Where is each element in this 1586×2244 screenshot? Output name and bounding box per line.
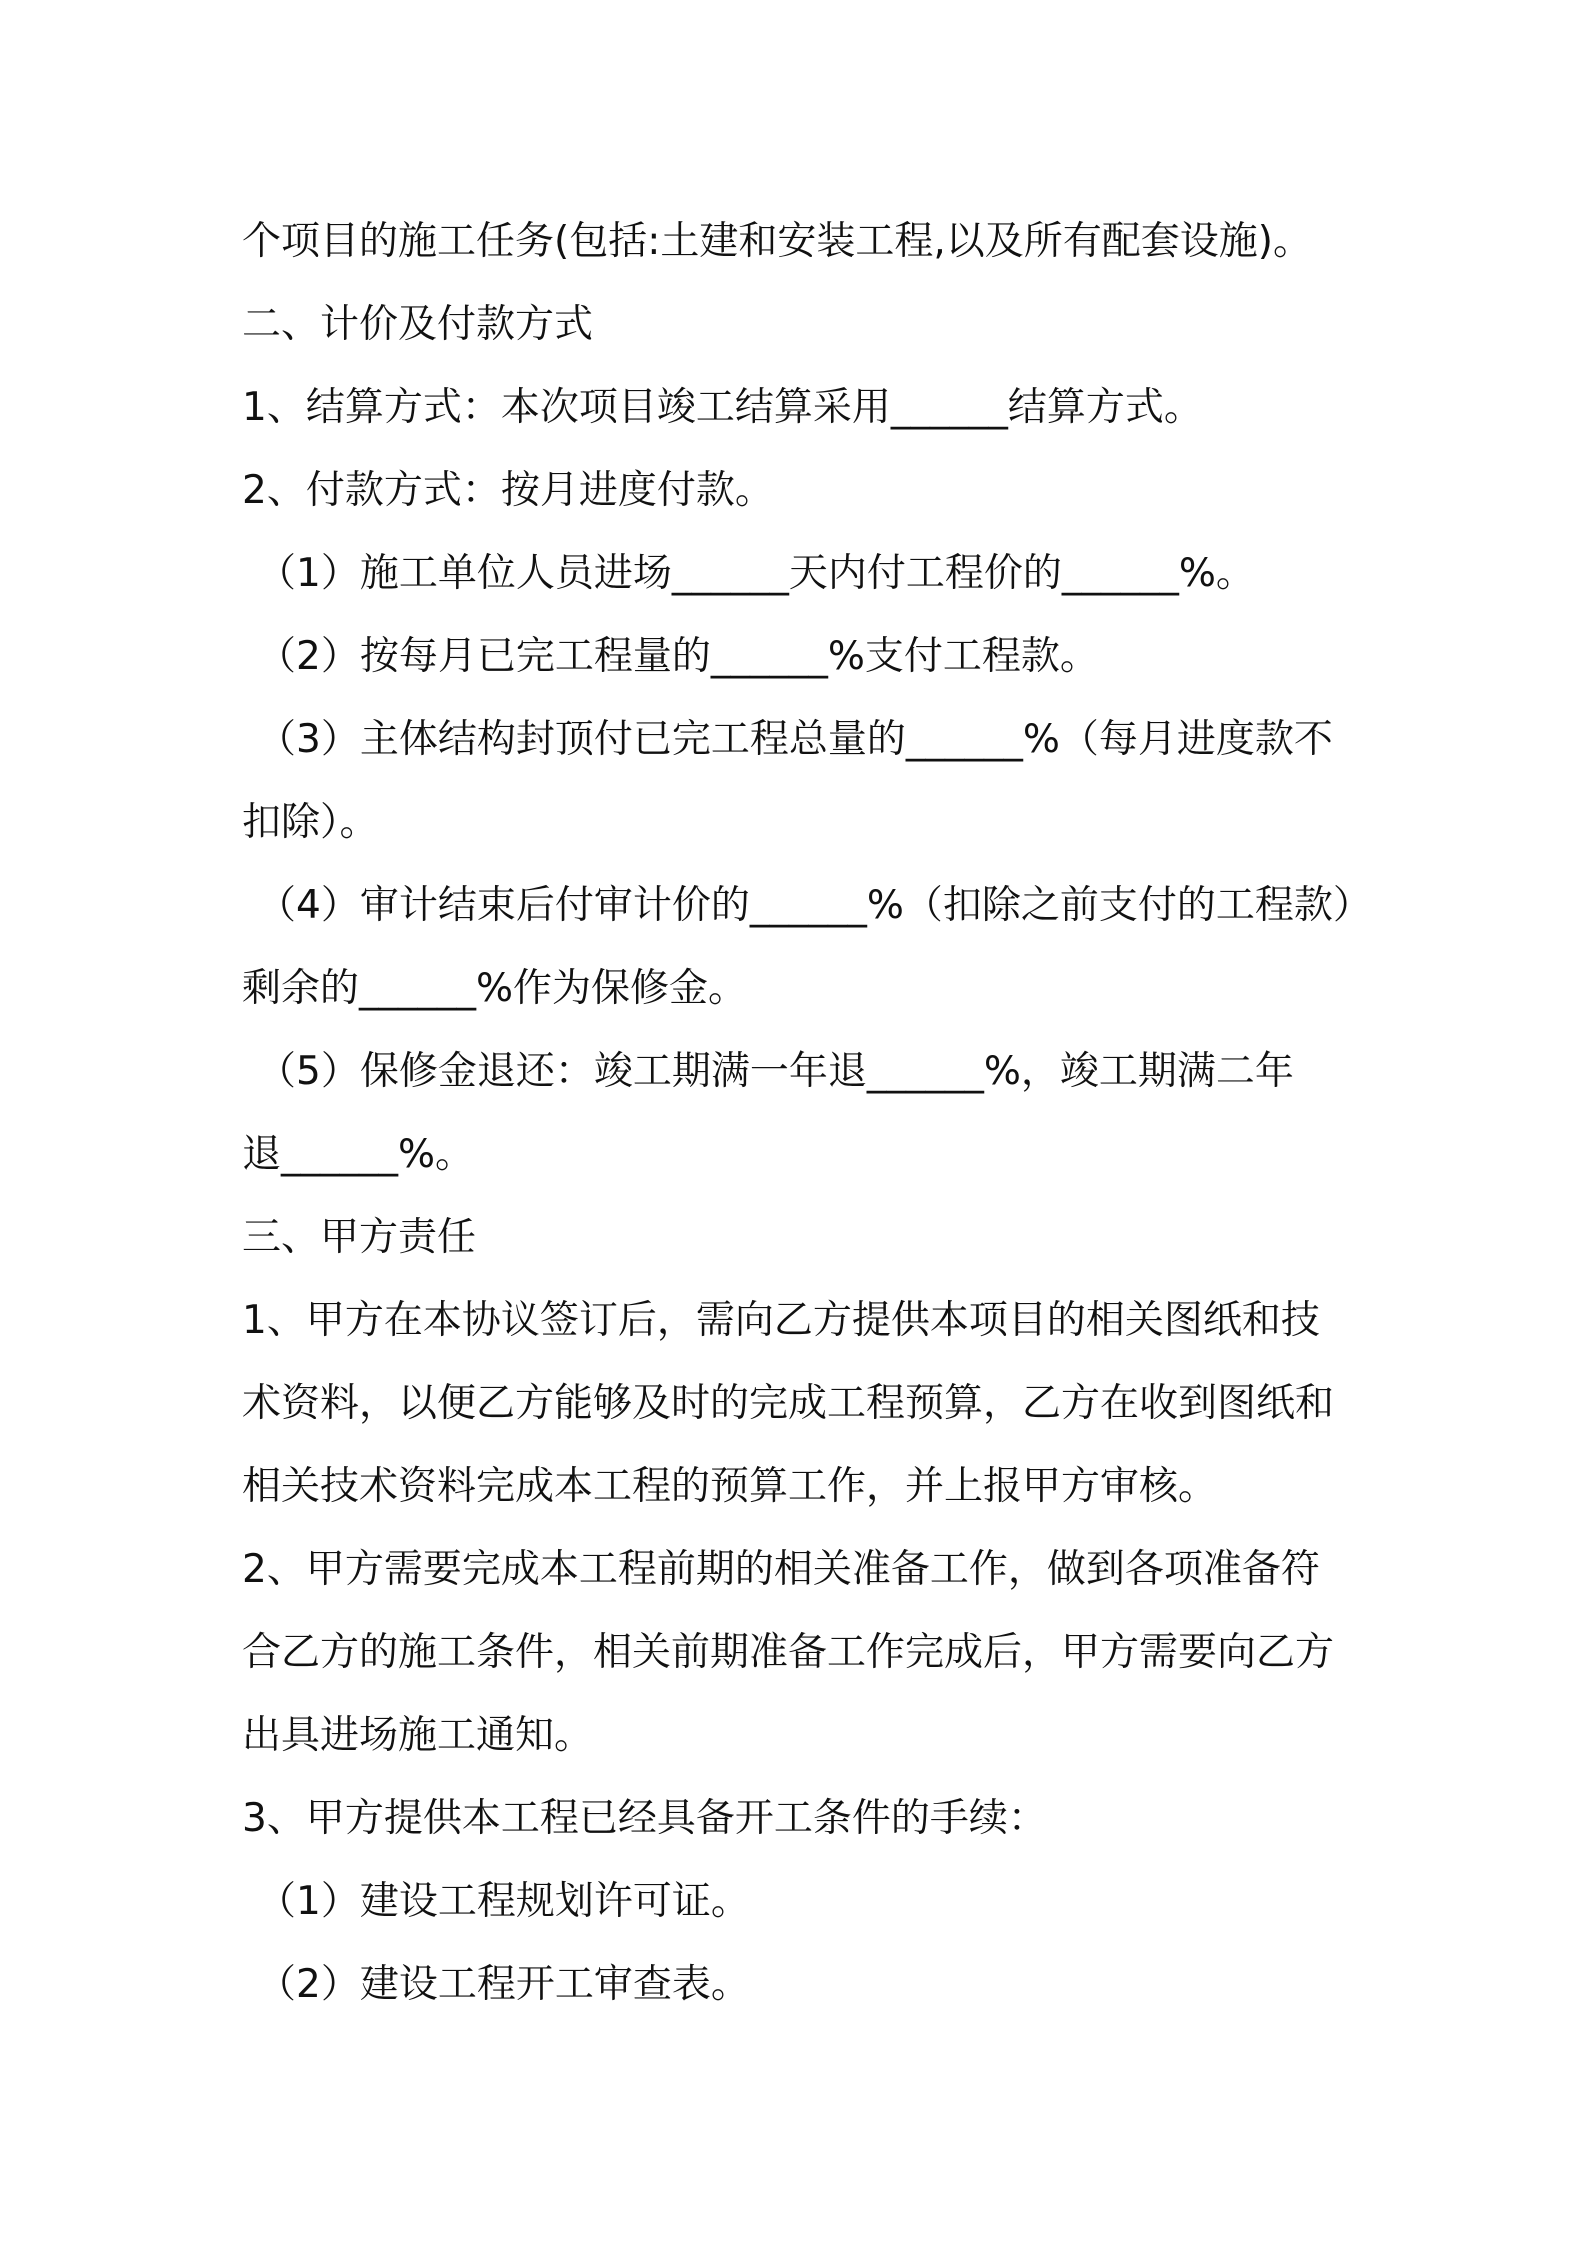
- text-line: （1）建设工程规划许可证。: [257, 1879, 750, 1924]
- text-line: 2、付款方式：按月进度付款。: [242, 468, 774, 513]
- text-line: 术资料，以便乙方能够及时的完成工程预算，乙方在收到图纸和: [242, 1381, 1335, 1426]
- text-line: （2）按每月已完工程量的______%支付工程款。: [257, 634, 1099, 679]
- contract-text: [242, 200, 1372, 2026]
- section-heading: 二、计价及付款方式: [242, 302, 594, 347]
- text-line: 3、甲方提供本工程已经具备开工条件的手续：: [242, 1796, 1047, 1841]
- text-line: 合乙方的施工条件，相关前期准备工作完成后，甲方需要向乙方: [242, 1630, 1335, 1675]
- text-line: 个项目的施工任务(包括:土建和安装工程,以及所有配套设施)。: [242, 219, 1312, 264]
- text-line: 1、甲方在本协议签订后，需向乙方提供本项目的相关图纸和技: [242, 1298, 1320, 1343]
- text-line: 出具进场施工通知。: [242, 1713, 594, 1758]
- text-line: 退______%。: [242, 1132, 475, 1177]
- text-line: 剩余的______%作为保修金。: [242, 966, 748, 1011]
- section-heading: 三、甲方责任: [242, 1215, 477, 1260]
- text-line: （4）审计结束后付审计价的______%（扣除之前支付的工程款）: [257, 883, 1372, 928]
- text-line: （2）建设工程开工审查表。: [257, 1962, 750, 2007]
- text-line: 扣除）。: [242, 800, 379, 845]
- text-line: （5）保修金退还：竣工期满一年退______%，竣工期满二年: [257, 1049, 1294, 1094]
- text-line: 2、甲方需要完成本工程前期的相关准备工作，做到各项准备符: [242, 1547, 1320, 1592]
- text-line: （1）施工单位人员进场______天内付工程价的______%。: [257, 551, 1255, 596]
- text-line: 1、结算方式：本次项目竣工结算采用______结算方式。: [242, 385, 1203, 430]
- text-line: （3）主体结构封顶付已完工程总量的______%（每月进度款不: [257, 717, 1333, 762]
- text-line: 相关技术资料完成本工程的预算工作，并上报甲方审核。: [242, 1464, 1218, 1509]
